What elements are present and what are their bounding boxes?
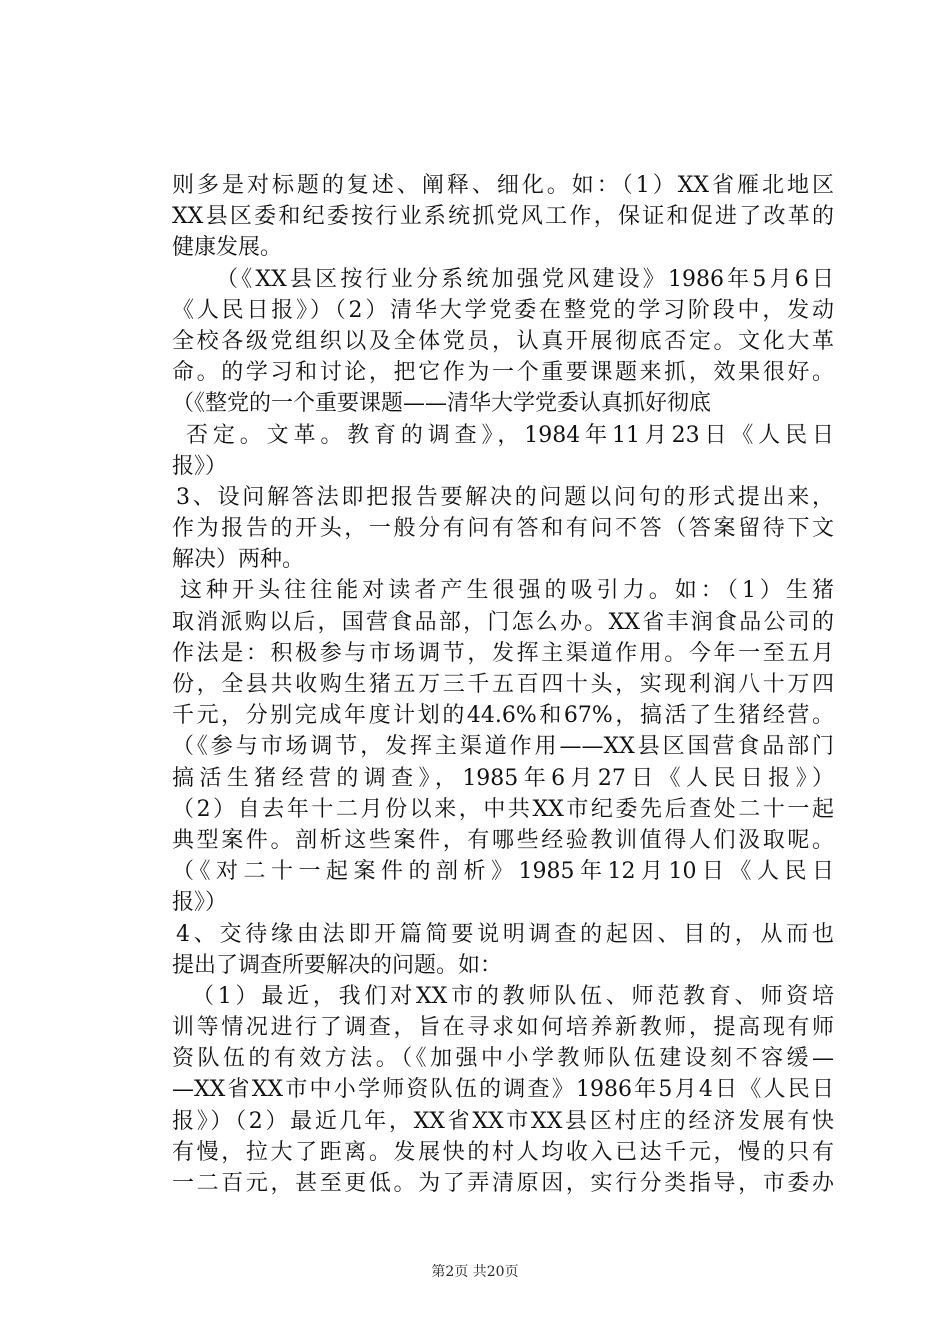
text-line: 4、交待缘由法即开篇简要说明调查的起因、目的，从而也 bbox=[176, 921, 834, 947]
text-line: 3、设问解答法即把报告要解决的问题以问句的形式提出来， bbox=[176, 484, 834, 510]
text-line: （《对二十一起案件的剖析》1985年12月10日《人民日 bbox=[172, 859, 834, 885]
text-line: 典型案件。剖析这些案件，有哪些经验教训值得人们汲取呢。 bbox=[172, 827, 834, 853]
text-line: 报》） bbox=[172, 453, 228, 479]
text-line: 命。的学习和讨论，把它作为一个重要课题来抓，效果很好。 bbox=[172, 360, 834, 386]
text-line: 这种开头往往能对读者产生很强的吸引力。如：（1）生猪 bbox=[180, 578, 834, 604]
page-number-footer: 第2页 共20页 bbox=[431, 1264, 519, 1280]
text-line: 《人民日报》）（2）清华大学党委在整党的学习阶段中，发动 bbox=[172, 297, 834, 323]
text-line: 取消派购以后，国营食品部，门怎么办。XX省丰润食品公司的 bbox=[172, 609, 834, 635]
text-line: 则多是对标题的复述、阐释、细化。如：（1）XX省雁北地区 bbox=[172, 173, 834, 198]
text-line: XX县区委和纪委按行业系统抓党风工作，保证和促进了改革的 bbox=[172, 204, 834, 230]
text-line: 作为报告的开头，一般分有问有答和有问不答（答案留待下文 bbox=[172, 516, 834, 542]
text-line: 训等情况进行了调查，旨在寻求如何培养新教师，提高现有师 bbox=[172, 1015, 834, 1041]
text-line: 解决）两种。 bbox=[172, 547, 305, 573]
text-line: （《整党的一个重要课题——清华大学党委认真抓好彻底 bbox=[172, 391, 712, 417]
text-line: 有慢，拉大了距离。发展快的村人均收入已达千元，慢的只有 bbox=[172, 1139, 834, 1165]
text-line: 报》）（2）最近几年，XX省XX市XX县区村庄的经济发展有快 bbox=[172, 1108, 834, 1134]
text-line: 千元，分别完成年度计划的44.6%和67%，搞活了生猪经营。 bbox=[172, 703, 834, 729]
text-line: （2）自去年十二月份以来，中共XX市纪委先后查处二十一起 bbox=[172, 796, 834, 822]
text-line: 资队伍的有效方法。（《加强中小学教师队伍建设刻不容缓— bbox=[172, 1046, 834, 1072]
text-line: 作法是：积极参与市场调节，发挥主渠道作用。今年一至五月 bbox=[172, 640, 834, 666]
text-line: （《参与市场调节，发挥主渠道作用——XX县区国营食品部门 bbox=[172, 734, 834, 760]
text-line: （《XX县区按行业分系统加强党风建设》1986年5月6日 bbox=[216, 266, 834, 292]
text-line: 健康发展。 bbox=[172, 235, 283, 261]
text-line: 报》） bbox=[172, 890, 228, 916]
text-line: 提出了调查所要解决的问题。如： bbox=[172, 952, 503, 978]
text-line: 份，全县共收购生猪五万三千五百四十头，实现利润八十万四 bbox=[172, 672, 834, 697]
text-line: 一二百元，甚至更低。为了弄清原因，实行分类指导，市委办 bbox=[172, 1171, 834, 1196]
text-line: 搞活生猪经营的调查》，1985年6月27日《人民日报》） bbox=[172, 765, 834, 791]
text-line: —XX省XX市中小学师资队伍的调查》1986年5月4日《人民日 bbox=[172, 1077, 834, 1103]
text-line: 否定。文革。教育的调查》，1984年11月23日《人民日 bbox=[186, 422, 834, 448]
text-line: （1）最近，我们对XX市的教师队伍、师范教育、师资培 bbox=[192, 983, 834, 1009]
text-line: 全校各级党组织以及全体党员，认真开展彻底否定。文化大革 bbox=[172, 328, 834, 354]
document-body bbox=[172, 170, 834, 1199]
